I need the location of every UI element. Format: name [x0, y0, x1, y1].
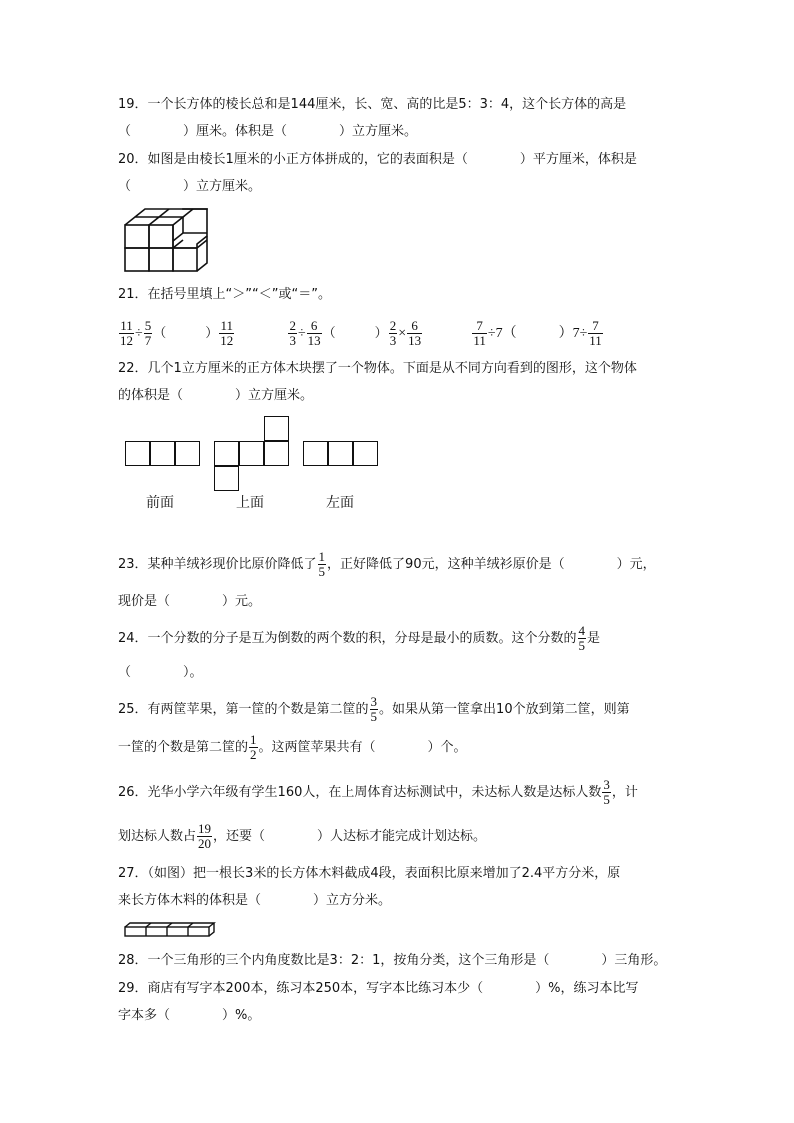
q26-line2: 划达标人数占 $\frac{19}{20}$ ，还要（ ）人达标才能完成计划达标。 — [118, 821, 487, 851]
q26-line1: 26．光华小学六年级有学生160人，在上周体育达标测试中，未达标人数是达标人数 $\frac{3}{5}$ ，计 — [118, 777, 638, 807]
fraction: $\frac{4}{5}$ — [578, 623, 586, 653]
fraction: $\frac{7}{11}$ — [589, 318, 602, 348]
q22-label-front: 前面 — [146, 496, 174, 511]
q22-label-top: 上面 — [236, 496, 264, 511]
fraction: $\frac{11}{12}$ — [120, 318, 133, 348]
q25-line1: 25．有两筐苹果，第一筐的个数是第二筐的 $\frac{3}{5}$ 。如果从第一筐拿出10个放到第二筐，则第 — [118, 694, 630, 724]
q22-label-left: 左面 — [326, 496, 354, 511]
fraction: $\frac{3}{5}$ — [370, 694, 378, 724]
q20-cube-figure — [122, 206, 218, 274]
fraction: $\frac{5}{7}$ — [144, 318, 152, 348]
q21-title: 21．在括号里填上“＞”“＜”或“＝”。 — [118, 287, 331, 302]
answer-blank[interactable]: （ ） — [153, 326, 219, 341]
q20-line1: 20．如图是由棱长1厘米的小正方体拼成的，它的表面积是（ ）平方厘米，体积是 — [118, 152, 637, 167]
q21-expr-1: $\frac{11}{12}$ ÷ $\frac{5}{7}$ （ ） $\frac{11}{12}$ — [120, 318, 234, 348]
answer-blank[interactable]: （ ） — [322, 326, 388, 341]
q19-line2: （ ）厘米。体积是（ ）立方厘米。 — [118, 124, 418, 139]
fraction: $\frac{19}{20}$ — [198, 821, 212, 851]
q27-wood-figure — [122, 921, 218, 939]
q25-line2: 一筐的个数是第二筐的 $\frac{1}{2}$ 。这两筐苹果共有（ ）个。 — [118, 732, 467, 762]
q27-line2: 来长方体木料的体积是（ ）立方分米。 — [118, 893, 392, 908]
q29-line2: 字本多（ ）%。 — [118, 1008, 261, 1023]
q23-line1: 23．某种羊绒衫现价比原价降低了 $\frac{1}{5}$ ，正好降低了90元，这种羊绒衫原价是（ ）元， — [118, 549, 656, 579]
q21-expr-3: $\frac{7}{11}$ ÷7（ ）7÷ $\frac{7}{11}$ — [473, 318, 602, 348]
fraction: $\frac{2}{3}$ — [289, 318, 296, 348]
fraction: $\frac{7}{11}$ — [473, 318, 486, 348]
q20-line2: （ ）立方厘米。 — [118, 179, 262, 194]
fraction: $\frac{6}{13}$ — [408, 318, 422, 348]
fraction: $\frac{1}{5}$ — [318, 549, 326, 579]
q24-line2: （ ）。 — [118, 665, 203, 680]
q29-line1: 29．商店有写字本200本，练习本250本，写字本比练习本少（ ）%，练习本比写 — [118, 981, 639, 996]
q21-expressions — [118, 314, 604, 354]
fraction: $\frac{11}{12}$ — [220, 318, 234, 348]
fraction: $\frac{3}{5}$ — [603, 777, 610, 807]
q19-line1: 19．一个长方体的棱长总和是144厘米，长、宽、高的比是5：3：4，这个长方体的高是 — [118, 97, 627, 112]
q24-line1: 24．一个分数的分子是互为倒数的两个数的积，分母是最小的质数。这个分数的 $\frac{4}{5}$ 是 — [118, 623, 601, 653]
fraction: $\frac{2}{3}$ — [389, 318, 397, 348]
fraction: $\frac{1}{2}$ — [250, 732, 257, 762]
q22-line2: 的体积是（ ）立方厘米。 — [118, 388, 314, 403]
q27-line1: 27．（如图）把一根长3米的长方体木料截成4段，表面积比原来增加了2.4平方分米，原 — [118, 866, 621, 881]
q22-line1: 22．几个1立方厘米的正方体木块摆了一个物体。下面是从不同方向看到的图形，这个物体 — [118, 361, 637, 376]
q23-line2: 现价是（ ）元。 — [118, 594, 262, 609]
q21-expr-2: $\frac{2}{3}$ ÷ $\frac{6}{13}$ （ ） $\frac{2}{3}$ × $\frac{6}{13}$ — [289, 318, 422, 348]
fraction: $\frac{6}{13}$ — [307, 318, 321, 348]
q28-line1: 28．一个三角形的三个内角度数比是3：2：1，按角分类，这个三角形是（ ）三角形。 — [118, 953, 667, 968]
